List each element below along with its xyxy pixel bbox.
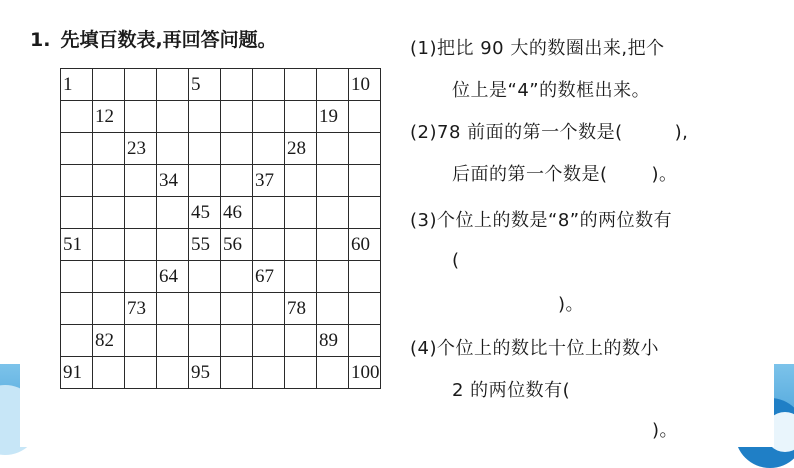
worksheet-card	[20, 0, 774, 447]
grid-row	[61, 101, 381, 133]
grid-cell[interactable]	[61, 165, 93, 197]
grid-cell[interactable]	[221, 165, 253, 197]
grid-cell[interactable]	[93, 357, 125, 389]
grid-cell[interactable]	[221, 357, 253, 389]
grid-cell[interactable]	[349, 101, 381, 133]
grid-cell[interactable]	[253, 229, 285, 261]
grid-row	[61, 133, 381, 165]
grid-cell[interactable]	[253, 325, 285, 357]
q2-line2-text: 后面的第一个数是(	[452, 164, 608, 185]
grid-cell[interactable]	[93, 197, 125, 229]
hundred-chart	[60, 68, 381, 389]
grid-cell[interactable]	[157, 293, 189, 325]
grid-cell[interactable]	[317, 357, 349, 389]
grid-cell: 64	[157, 261, 189, 293]
q2-line1-close: ),	[674, 122, 689, 143]
grid-cell: 100	[349, 357, 381, 389]
grid-cell: 73	[125, 293, 157, 325]
grid-cell[interactable]	[157, 69, 189, 101]
grid-cell: 56	[221, 229, 253, 261]
q2-line2	[452, 160, 678, 186]
grid-cell[interactable]	[125, 101, 157, 133]
grid-cell[interactable]	[61, 261, 93, 293]
q4-line1: (4)个位上的数比十位上的数小	[410, 338, 659, 359]
grid-cell[interactable]	[221, 325, 253, 357]
grid-cell: 23	[125, 133, 157, 165]
grid-cell[interactable]	[253, 357, 285, 389]
grid-cell: 60	[349, 229, 381, 261]
grid-cell[interactable]	[317, 133, 349, 165]
grid-row	[61, 229, 381, 261]
grid-cell[interactable]	[61, 101, 93, 133]
grid-cell[interactable]	[125, 261, 157, 293]
grid-cell[interactable]	[285, 101, 317, 133]
grid-cell[interactable]	[125, 197, 157, 229]
grid-cell[interactable]	[221, 101, 253, 133]
grid-row	[61, 69, 381, 101]
grid-cell: 95	[189, 357, 221, 389]
grid-cell[interactable]	[253, 293, 285, 325]
grid-cell[interactable]	[125, 165, 157, 197]
grid-cell: 46	[221, 197, 253, 229]
grid-cell[interactable]	[61, 133, 93, 165]
grid-cell[interactable]	[125, 69, 157, 101]
grid-cell[interactable]	[349, 133, 381, 165]
grid-cell: 91	[61, 357, 93, 389]
grid-cell[interactable]	[157, 133, 189, 165]
grid-cell[interactable]	[349, 293, 381, 325]
grid-cell: 12	[93, 101, 125, 133]
question-title: 先填百数表,再回答问题。	[60, 29, 277, 51]
grid-cell[interactable]	[285, 229, 317, 261]
grid-cell[interactable]	[349, 197, 381, 229]
grid-row	[61, 261, 381, 293]
grid-cell[interactable]	[285, 69, 317, 101]
grid-cell[interactable]	[157, 325, 189, 357]
grid-cell[interactable]	[317, 293, 349, 325]
grid-cell[interactable]	[93, 133, 125, 165]
grid-cell: 67	[253, 261, 285, 293]
grid-cell: 5	[189, 69, 221, 101]
grid-cell: 45	[189, 197, 221, 229]
grid-cell[interactable]	[189, 165, 221, 197]
grid-cell[interactable]	[253, 101, 285, 133]
q3-line1: (3)个位上的数是“8”的两位数有	[410, 210, 673, 231]
grid-cell[interactable]	[317, 197, 349, 229]
grid-cell: 28	[285, 133, 317, 165]
grid-cell[interactable]	[317, 69, 349, 101]
grid-cell[interactable]	[189, 261, 221, 293]
grid-cell[interactable]	[221, 293, 253, 325]
grid-cell[interactable]	[349, 325, 381, 357]
grid-cell[interactable]	[317, 165, 349, 197]
grid-cell: 55	[189, 229, 221, 261]
grid-cell[interactable]	[221, 261, 253, 293]
grid-cell[interactable]	[349, 165, 381, 197]
grid-cell: 37	[253, 165, 285, 197]
grid-cell: 51	[61, 229, 93, 261]
grid-cell[interactable]	[285, 325, 317, 357]
grid-cell[interactable]	[189, 325, 221, 357]
q2-line1	[410, 118, 688, 144]
grid-cell[interactable]	[157, 197, 189, 229]
grid-cell[interactable]	[125, 325, 157, 357]
grid-row	[61, 197, 381, 229]
grid-cell[interactable]	[61, 293, 93, 325]
grid-cell[interactable]	[317, 229, 349, 261]
grid-cell: 19	[317, 101, 349, 133]
q2-line2-close: )。	[651, 164, 678, 185]
grid-cell[interactable]	[253, 69, 285, 101]
grid-cell[interactable]	[189, 293, 221, 325]
grid-cell[interactable]	[157, 357, 189, 389]
grid-row	[61, 293, 381, 325]
grid-cell: 10	[349, 69, 381, 101]
grid-cell[interactable]	[93, 229, 125, 261]
grid-cell: 82	[93, 325, 125, 357]
grid-cell[interactable]	[157, 229, 189, 261]
grid-cell[interactable]	[285, 197, 317, 229]
grid-cell[interactable]	[93, 293, 125, 325]
grid-cell[interactable]	[349, 261, 381, 293]
grid-cell: 34	[157, 165, 189, 197]
grid-cell[interactable]	[285, 165, 317, 197]
grid-cell[interactable]	[93, 69, 125, 101]
q1-line1: (1)把比 90 大的数圈出来,把个	[410, 38, 665, 59]
grid-cell[interactable]	[317, 261, 349, 293]
grid-cell[interactable]	[221, 133, 253, 165]
grid-cell: 89	[317, 325, 349, 357]
grid-cell[interactable]	[61, 197, 93, 229]
grid-cell: 78	[285, 293, 317, 325]
grid-cell[interactable]	[189, 133, 221, 165]
grid-cell[interactable]	[125, 229, 157, 261]
grid-cell[interactable]	[61, 325, 93, 357]
q4-line3: )。	[652, 420, 679, 441]
q4-line2: 2 的两位数有(	[452, 380, 571, 401]
grid-cell[interactable]	[189, 101, 221, 133]
grid-cell[interactable]	[253, 197, 285, 229]
grid-cell[interactable]	[221, 69, 253, 101]
grid-row	[61, 357, 381, 389]
grid-cell[interactable]	[285, 261, 317, 293]
grid-cell: 1	[61, 69, 93, 101]
q3-line3: )。	[558, 294, 585, 315]
q2-line1-text: (2)78 前面的第一个数是(	[410, 122, 623, 143]
grid-cell[interactable]	[285, 357, 317, 389]
grid-row	[61, 165, 381, 197]
q3-line2: (	[452, 250, 460, 271]
grid-cell[interactable]	[125, 357, 157, 389]
q1-line2: 位上是“4”的数框出来。	[452, 80, 651, 101]
grid-cell[interactable]	[93, 261, 125, 293]
question-heading	[30, 26, 277, 54]
question-number: 1.	[30, 29, 51, 51]
grid-cell[interactable]	[157, 101, 189, 133]
grid-cell[interactable]	[93, 165, 125, 197]
grid-row	[61, 325, 381, 357]
grid-cell[interactable]	[253, 133, 285, 165]
